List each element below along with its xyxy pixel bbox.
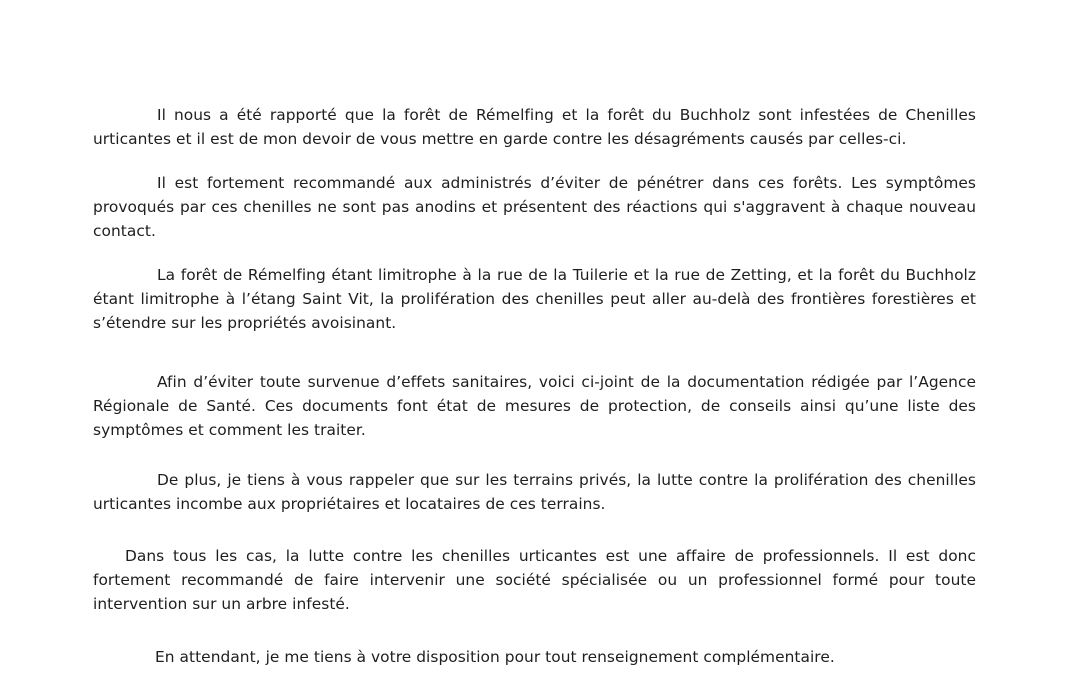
paragraph-closing: En attendant, je me tiens à votre disposition pour tout renseignement complémentaire. [155, 648, 835, 666]
paragraph-proliferation-risk: La forêt de Rémelfing étant limitrophe à la rue de la Tuilerie et la rue de Zetting, et la forêt du Buchholz étant limitrophe à l’étang Saint Vit, la prolifération des chenilles peut aller au-delà des frontières forestières et s’étendre sur les propriétés avoisinant. [93, 266, 976, 332]
paragraph-infestation-notice: Il nous a été rapporté que la forêt de Rémelfing et la forêt du Buchholz sont infestées de Chenilles urticantes et il est de mon devoir de vous mettre en garde contre les désagréments causés par celles-ci. [93, 106, 976, 148]
paragraph-private-land-responsibility: De plus, je tiens à vous rappeler que sur les terrains privés, la lutte contre la prolifération des chenilles urticantes incombe aux propriétaires et locataires de ces terrains. [93, 471, 976, 513]
paragraph-health-documentation: Afin d’éviter toute survenue d’effets sanitaires, voici ci-joint de la documentation rédigée par l’Agence Régionale de Santé. Ces documents font état de mesures de protection, de conseils ainsi qu’une liste des symptômes et comment les traiter. [93, 373, 976, 439]
paragraph-forest-avoidance: Il est fortement recommandé aux administrés d’éviter de pénétrer dans ces forêts. Les symptômes provoqués par ces chenilles ne sont pas anodins et présentent des réactions qui s'aggravent à chaque nouveau contact. [93, 174, 976, 240]
paragraph-professional-intervention: Dans tous les cas, la lutte contre les chenilles urticantes est une affaire de professionnels. Il est donc fortement recommandé de faire intervenir une société spécialisée ou un professionnel formé pour toute intervention sur un arbre infesté. [93, 547, 976, 613]
